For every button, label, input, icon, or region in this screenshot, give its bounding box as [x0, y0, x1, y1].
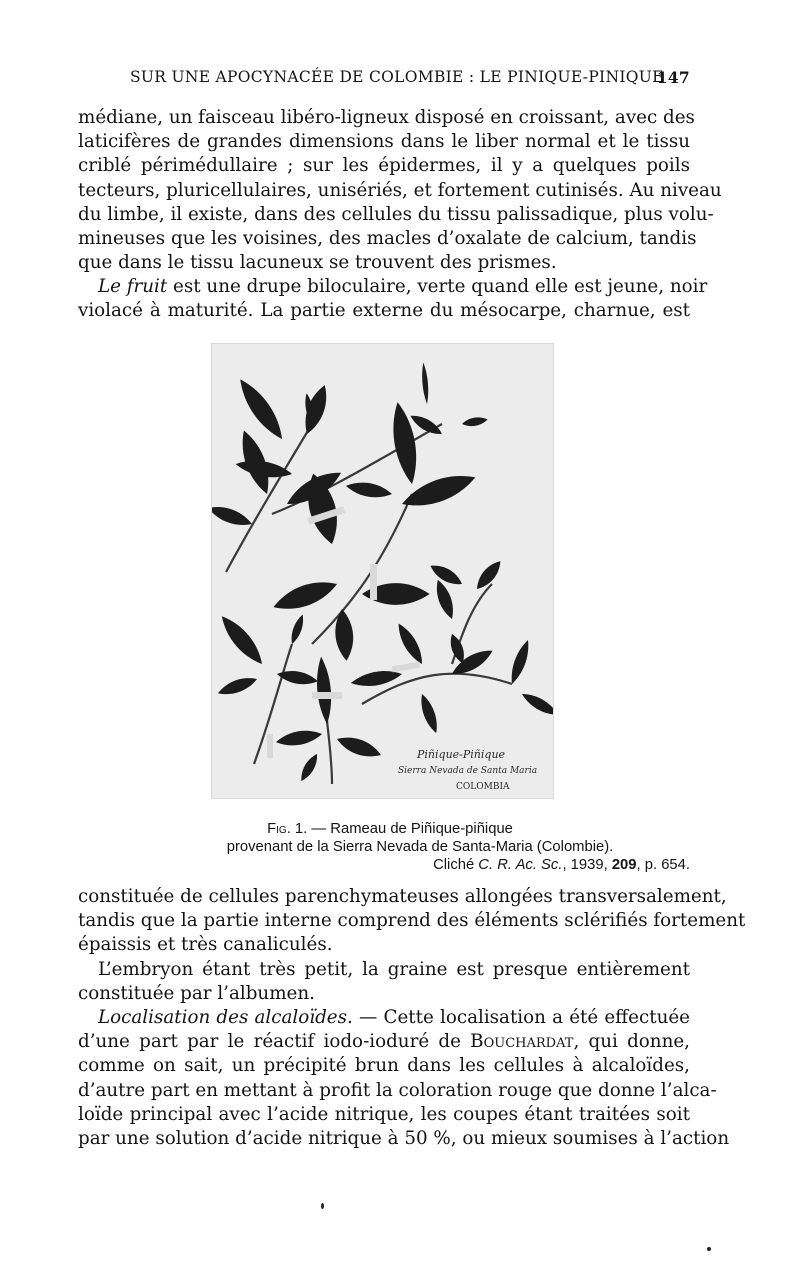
text-line: laticifères de grandes dimensions dans le liber normal et le tissu	[78, 131, 690, 153]
label-line-2: Sierra Nevada de Santa Maria	[398, 766, 538, 776]
scan-speck	[321, 1203, 324, 1209]
text-line: constituée de cellules parenchymateuses allongées transversalement,	[78, 886, 727, 907]
text-line: épaissis et très canaliculés.	[78, 934, 333, 956]
text-line: du limbe, il existe, dans des cellules du tissu palissadique, plus volu-	[78, 203, 714, 225]
author-name: Bouchardat	[470, 1031, 574, 1053]
figure-label: Fig. 1.	[267, 821, 308, 837]
text-line: comme on sait, un précipité brun dans les cellules à alcaloïdes,	[78, 1055, 690, 1077]
running-header	[78, 68, 690, 94]
text-line: mineuses que les voisines, des macles d’oxalate de calcium, tandis	[78, 227, 697, 249]
caption-line-2: provenant de la Sierra Nevada de Santa-Maria (Colombie).	[226, 839, 614, 855]
text-line: tandis que la partie interne comprend des éléments sclérifiés fortement	[78, 910, 746, 932]
text-line: violacé à maturité. La partie externe du mésocarpe, charnue, est	[78, 300, 690, 322]
text-line: L’embryon étant très petit, la graine est presque entièrement	[98, 959, 690, 980]
text-line: loïde principal avec l’acide nitrique, les coupes étant traitées soit	[78, 1103, 690, 1125]
text-line: médiane, un faisceau libéro-ligneux disposé en croissant, avec des	[78, 107, 695, 128]
figure-caption	[150, 820, 690, 874]
text-line: par une solution d’acide nitrique à 50 %, ou mieux soumises à l’action	[78, 1127, 730, 1149]
text-line: Localisation des alcaloïdes. — Cette localisation a été effectuée	[98, 1007, 690, 1028]
paragraph-5	[78, 1006, 730, 1151]
caption-line-3: Cliché C. R. Ac. Sc., 1939, 209, p. 654.	[433, 857, 690, 873]
page-number: 147	[656, 68, 690, 87]
label-line-3: COLOMBIA	[456, 782, 510, 792]
text-line: tecteurs, pluricellulaires, unisériés, et fortement cutinisés. Au niveau	[78, 179, 722, 201]
plant-specimen-image	[212, 344, 554, 799]
herbarium-photo	[211, 343, 554, 799]
section-heading: Localisation des alcaloïdes.	[98, 1007, 353, 1028]
text-line: constituée par l’albumen.	[78, 983, 315, 1005]
paragraph-2	[78, 275, 708, 323]
caption-line-1: Fig. 1. — Rameau de Piñique-piñique	[267, 821, 513, 837]
text-line: d’une part par le réactif iodo-ioduré de Bouchardat, qui donne,	[78, 1031, 690, 1053]
running-title: SUR UNE APOCYNACÉE DE COLOMBIE : LE PINIQUE-PINIQUE	[130, 68, 664, 86]
scan-speck	[707, 1247, 711, 1251]
text-line: d’autre part en mettant à profit la coloration rouge que donne l’alca-	[78, 1079, 717, 1101]
text-line: Le fruit est une drupe biloculaire, verte quand elle est jeune, noir	[98, 276, 708, 297]
text-line: que dans le tissu lacuneux se trouvent des prismes.	[78, 252, 557, 274]
paragraph-1	[78, 106, 722, 275]
label-line-1: Piñique-Piñique	[417, 748, 506, 761]
paragraph-3	[78, 885, 746, 958]
fruit-heading: Le fruit	[98, 276, 168, 297]
text-line: criblé périmédullaire ; sur les épidermes, il y a quelques poils	[78, 155, 690, 177]
paragraph-4	[78, 958, 690, 1006]
